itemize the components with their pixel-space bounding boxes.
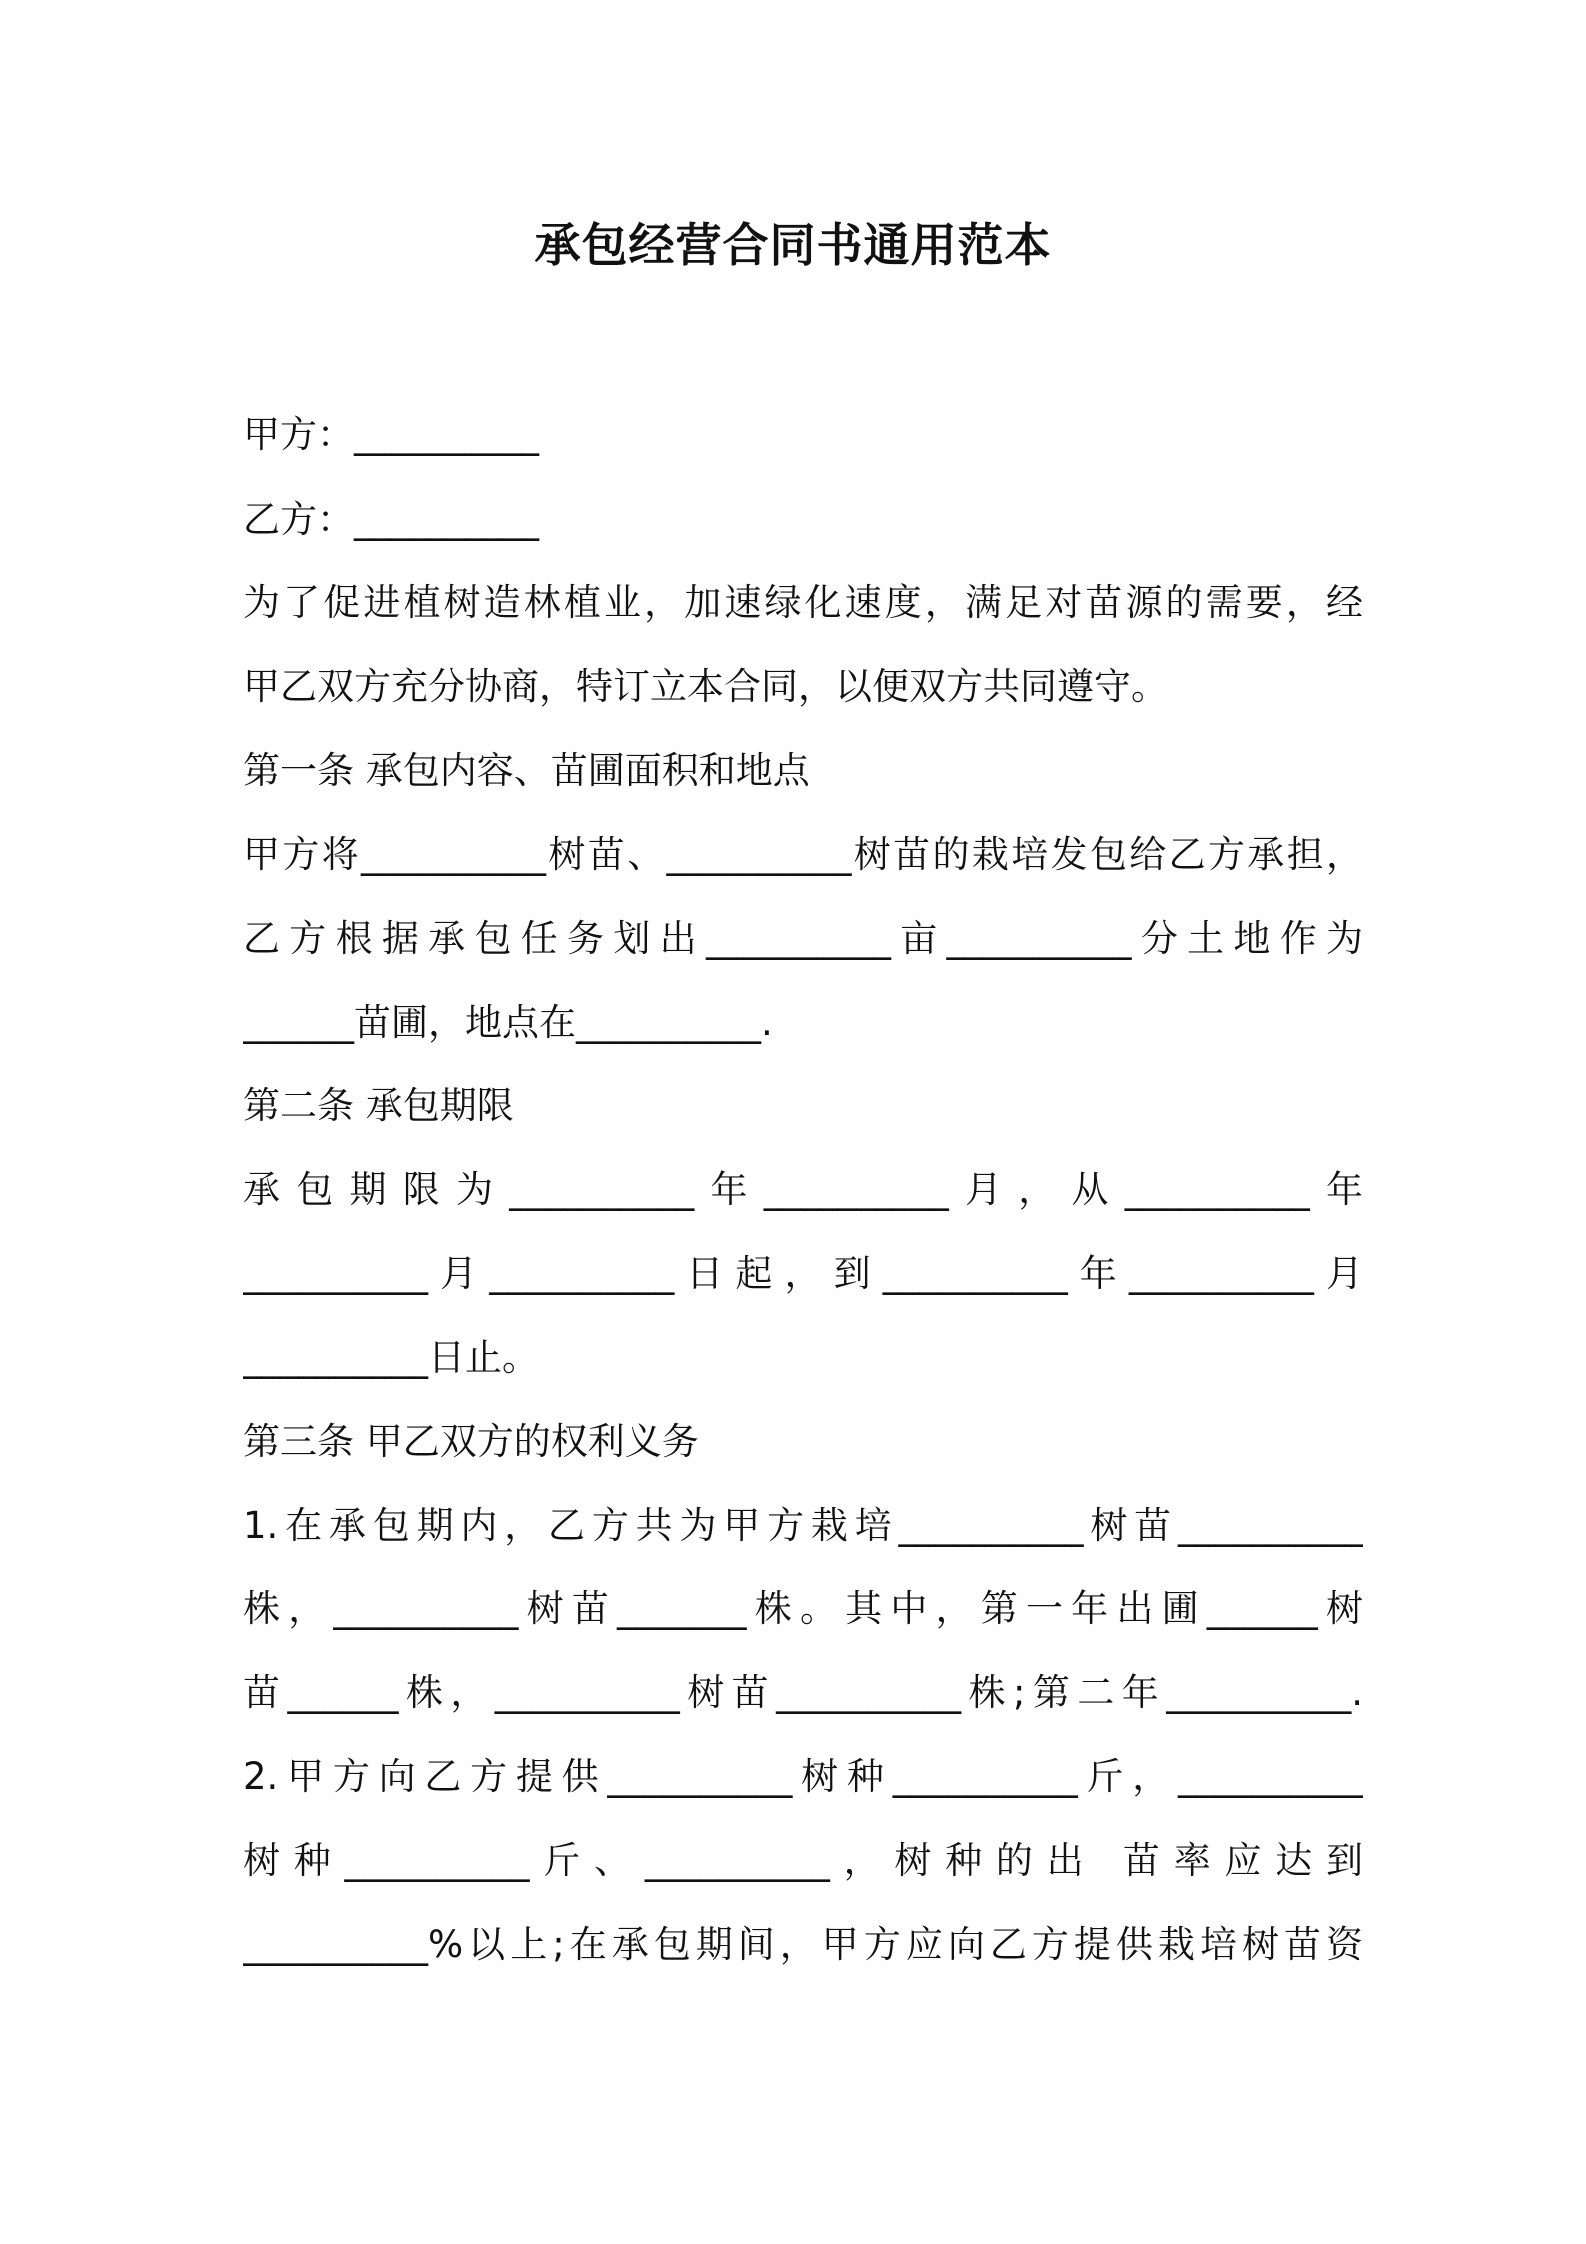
article-3-line-2: 株，__________树苗_______株。其中，第一年出圃______树 (243, 1587, 1363, 1630)
article-3-heading: 第三条 甲乙双方的权利义务 (243, 1420, 699, 1463)
article-1-line-3: ______苗圃，地点在__________. (243, 1001, 773, 1044)
article-2-line-3: __________日止。 (243, 1336, 539, 1379)
article-1-line-1: 甲方将__________树苗、__________树苗的栽培发包给乙方承担， (243, 833, 1363, 876)
preamble-line-2: 甲乙双方充分协商，特订立本合同，以便双方共同遵守。 (243, 665, 1168, 708)
article-3-line-6: __________%以上;在承包期间，甲方应向乙方提供栽培树苗资 (243, 1923, 1363, 1966)
article-3-line-1: 1.在承包期内，乙方共为甲方栽培__________树苗__________ (243, 1504, 1363, 1547)
article-3-line-5: 树种__________斤、__________，树种的出 苗率应达到 (243, 1839, 1363, 1882)
preamble-line-1: 为了促进植树造林植业，加速绿化速度，满足对苗源的需要，经 (243, 581, 1363, 624)
article-3-line-4: 2.甲方向乙方提供__________树种__________斤，__________ (243, 1755, 1363, 1798)
article-1-heading: 第一条 承包内容、苗圃面积和地点 (243, 749, 810, 792)
article-1-line-2: 乙方根据承包任务划出__________亩__________分土地作为 (243, 917, 1363, 960)
article-2-line-1: 承包期限为__________年__________月，从__________年 (243, 1168, 1363, 1211)
document-title: 承包经营合同书通用范本 (534, 218, 1052, 272)
article-2-heading: 第二条 承包期限 (243, 1084, 514, 1127)
article-3-line-3: 苗______株，__________树苗__________株;第二年__________. (243, 1671, 1363, 1714)
article-2-line-2: __________月__________日起，到__________年__________月 (243, 1252, 1363, 1295)
party-a-line: 甲方：__________ (243, 413, 539, 456)
party-b-line: 乙方：__________ (243, 498, 539, 541)
